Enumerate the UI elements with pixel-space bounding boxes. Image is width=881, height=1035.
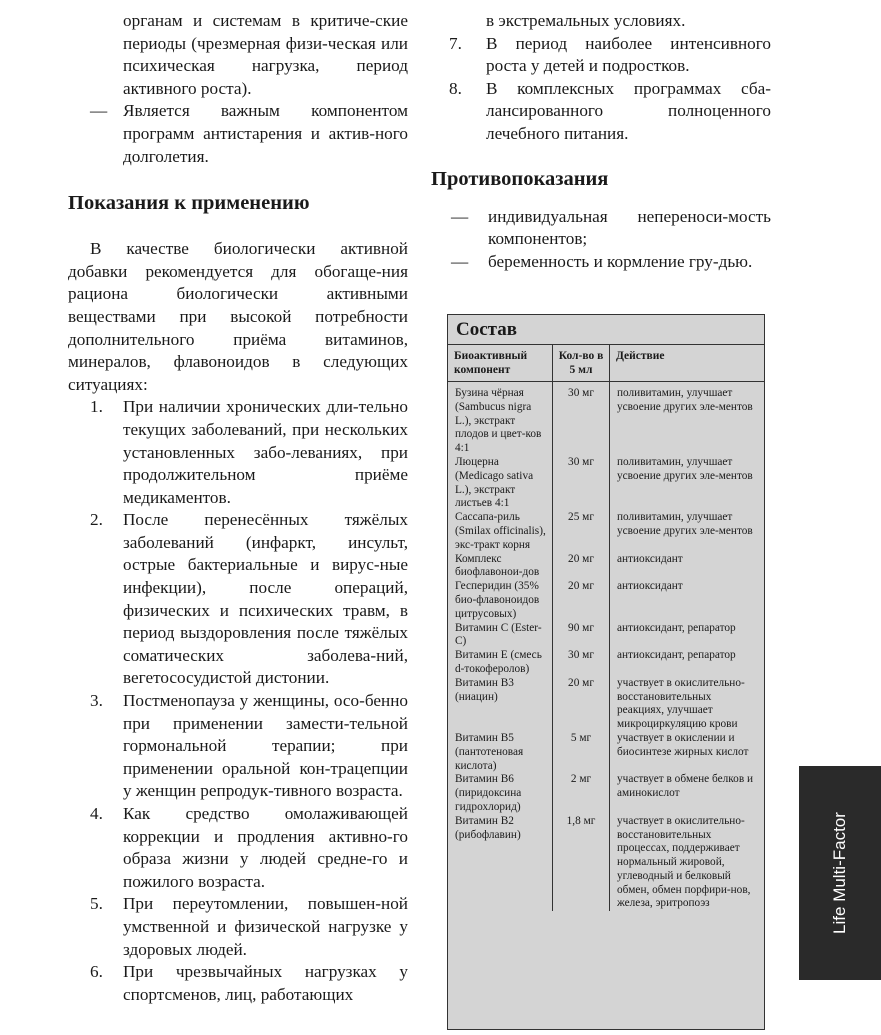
contra-item [431,206,771,251]
item-text: После перенесённых тяжёлых заболеваний (инфаркт, инсульт, острые бактериальные и вирус-ные инфекции), после операций, физических и психических травм, в период выздоровления после тяжёлых соматических заболева-ний, вегетососудистой дистонии. [123,510,408,688]
composition-title: Состав [448,315,764,345]
qty-cell: 30 мг [553,382,610,456]
table-row [448,677,764,732]
item-number: 7. [449,33,462,53]
qty-cell: 20 мг [553,553,610,581]
list-item [68,509,408,690]
side-tab [799,766,881,980]
qty-cell: 30 мг [553,649,610,677]
dash-marker: — [451,206,469,226]
action-cell: поливитамин, улучшает усвоение других эле-ментов [610,511,765,552]
dash-marker: — [451,251,469,271]
qty-cell: 30 мг [553,456,610,511]
item-number: 8. [449,78,462,98]
qty-cell: 20 мг [553,677,610,732]
component-cell: Витамин B5 (пантотеновая кислота) [455,731,524,772]
indications-heading: Показания к применению [68,192,310,215]
qty-cell: 25 мг [553,511,610,552]
composition-table [448,345,764,911]
qty-cell: 90 мг [553,622,610,650]
component-cell: Люцерна (Medicago sativa L.), экстракт листьев 4:1 [455,455,534,510]
component-cell: Витамин B6 (пиридоксина гидрохлорид) [455,773,522,813]
composition-box [447,314,765,1030]
qty-cell: 1,8 мг [553,815,610,912]
header-component: Биоактивный компонент [448,345,553,382]
intro-text: органам и системам в критиче-ские периоды (чрезмерная физи-ческая или психическая нагрузка, период активного роста). [123,11,408,98]
list-item [431,78,771,146]
component-cell: Витамин E (смесь d-токоферолов) [455,649,542,675]
item-text: При наличии хронических дли-тельно текущих заболеваний, при нескольких установленных забо-леваниях, при продолжительном приёме медикаментов. [123,397,408,507]
continued-item-text: в экстремальных условиях. [486,11,686,30]
qty-cell: 2 мг [553,773,610,814]
action-cell: участвует в окислительно-восстановительных процессах, поддерживает нормальный жировой, углеводный и белковый обмен, обмен порфири-нов, железа, эритропоэз [610,815,765,912]
item-text: Как средство омолаживающей коррекции и продления активно-го образа жизни у людей средне-го и пожилого возраста. [123,804,408,891]
action-cell: поливитамин, улучшает усвоение других эле-ментов [610,456,765,511]
header-action: Действие [610,345,765,382]
item-text: При чрезвычайных нагрузках у спортсменов, лиц, работающих [123,962,408,1004]
component-cell: Сассапа-риль (Smilax officinalis), экс-тракт корня [455,511,546,551]
right-column [431,10,771,273]
table-row [448,511,764,552]
component-cell: Бузина чёрная (Sambucus nigra L.), экстракт плодов и цвет-ков 4:1 [455,387,542,455]
item-number: 4. [90,804,103,823]
contraindications-heading: Противопоказания [431,167,609,190]
table-row [448,649,764,677]
table-row [448,553,764,581]
component-cell: Витамин B3 (ниацин) [455,676,514,703]
item-text: В период наиболее интенсивного роста у детей и подростков. [486,33,771,76]
contra-item [431,251,771,274]
action-cell: антиоксидант [610,553,765,581]
list-item [68,961,408,1006]
table-row [448,622,764,650]
table-row [448,382,764,456]
component-cell: Гесперидин (35% био-флавоноидов цитрусовых) [455,580,540,620]
list-item [68,396,408,509]
item-number: 3. [90,691,103,711]
table-row [448,580,764,621]
qty-cell: 20 мг [553,580,610,621]
item-text: В комплексных программах сба-лансированного полноценного лечебного питания. [486,78,771,143]
action-cell: поливитамин, улучшает усвоение других эле-ментов [610,382,765,456]
table-row [448,815,764,912]
item-text: При переутомлении, повышен-ной умственной и физической нагрузке у здоровых людей. [123,894,408,959]
table-row [448,732,764,773]
table-row [448,456,764,511]
component-cell: Комплекс биофлавонои-дов [455,552,540,579]
dash-marker: — [90,101,108,121]
side-tab-label: Life Multi-Factor [830,812,849,934]
contra-text: индивидуальная непереноси-мость компонентов; [488,206,771,249]
list-item [431,33,771,78]
item-number: 6. [90,962,103,982]
action-cell: антиоксидант, репаратор [610,649,765,677]
action-cell: антиоксидант, репаратор [610,622,765,650]
item-text: Постменопауза у женщины, осо-бенно при применении замести-тельной гормональной терапии; при применении оральной кон-трацепции у женщин репродук-тивного возраста. [123,691,408,801]
item-number: 1. [90,397,103,417]
component-cell: Витамин B2 (рибофлавин) [455,814,521,841]
list-item [68,803,408,893]
dash-list-item [68,100,408,168]
composition-rows [448,382,764,912]
list-item [68,690,408,803]
table-header-row [448,345,764,382]
indications-list [68,396,408,1006]
indications-paragraph: В качестве биологически активной добавки рекомендуется для обогаще-ния рациона биологически активными веществами при высокой потребности дополнительного приёма витаминов, минералов, флавоноидов в следующих ситуациях: [68,239,408,394]
action-cell: участвует в окислительно-восстановительных реакциях, улучшает микроциркуляцию крови [610,677,765,732]
action-cell: антиоксидант [610,580,765,621]
item-number: 2. [90,510,103,530]
list-item [68,893,408,961]
action-cell: участвует в обмене белков и аминокислот [610,773,765,814]
item-number: 5. [90,894,103,914]
component-cell: Витамин С (Ester-C) [455,621,542,648]
table-row [448,773,764,814]
header-qty: Кол-во в 5 мл [553,345,610,382]
qty-cell: 5 мг [553,732,610,773]
left-column [68,10,408,1006]
dash-item-text: Является важным компонентом программ антистарения и актив-ного долголетия. [123,101,408,166]
contra-text: беременность и кормление гру-дью. [488,251,753,271]
action-cell: участвует в окислении и биосинтезе жирных кислот [610,732,765,773]
